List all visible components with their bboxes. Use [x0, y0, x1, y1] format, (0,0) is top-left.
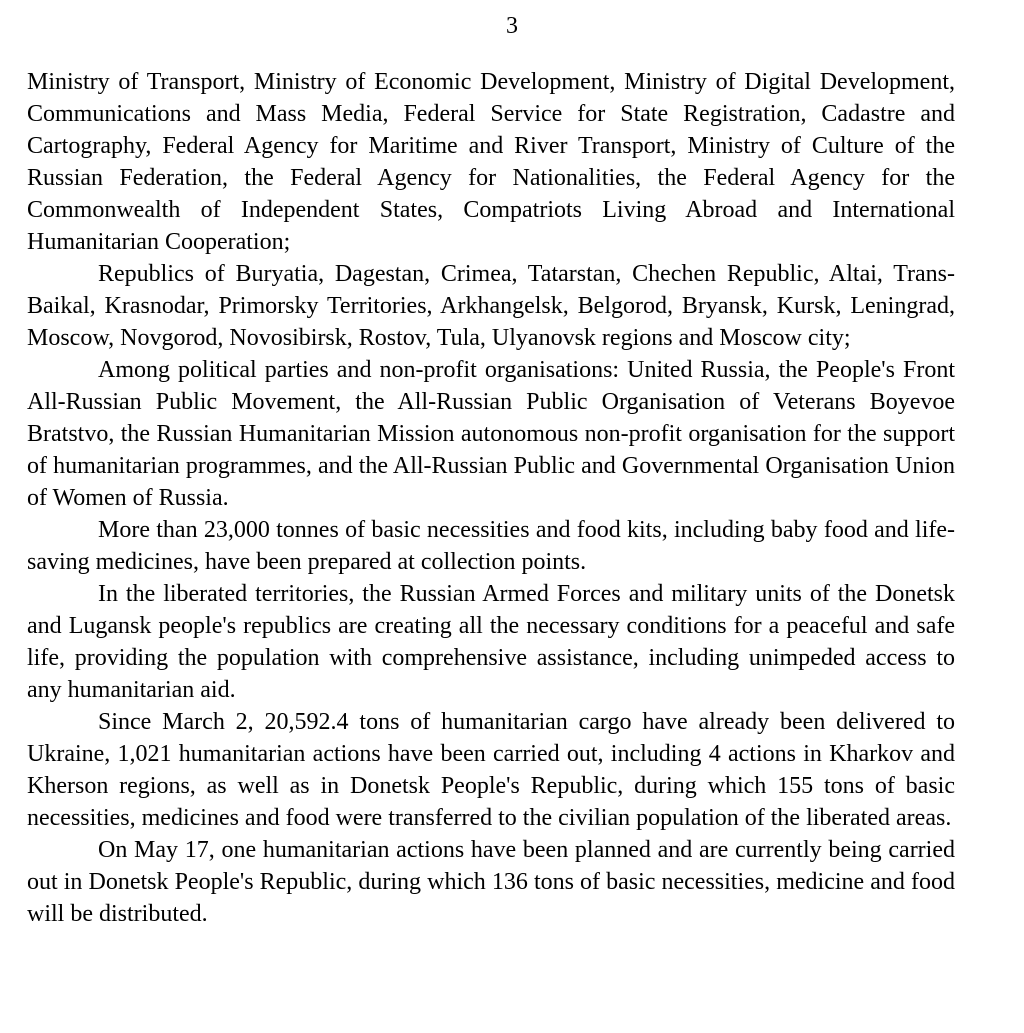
paragraph-ministries: Ministry of Transport, Ministry of Economic Development, Ministry of Digital Development, Communications and Mass Media, Federal Service for State Registration, Cadastre and Cartography, Federal Agency for Maritime and River Transport, Ministry of Culture of the Russian Federation, the Federal Agency for Nationalities, the Federal Agency for the Commonwealth of Independent States, Compatriots Living Abroad and International Humanitarian Cooperation;: [27, 69, 955, 255]
paragraph-collection-points: More than 23,000 tonnes of basic necessities and food kits, including baby food and life-saving medicines, have been prepared at collection points.: [27, 517, 955, 575]
paragraph-organisations: Among political parties and non-profit organisations: United Russia, the People's Front All-Russian Public Movement, the All-Russian Public Organisation of Veterans Boyevoe Bratstvo, the Russian Humanitarian Mission autonomous non-profit organisation for the support of humanitarian programmes, and the All-Russian Public and Governmental Organisation Union of Women of Russia.: [27, 357, 955, 511]
document-body: [27, 66, 955, 930]
page-number: 3: [506, 13, 518, 39]
paragraph-liberated-territories: In the liberated territories, the Russian Armed Forces and military units of the Donetsk and Lugansk people's republics are creating all the necessary conditions for a peaceful and safe life, providing the population with comprehensive assistance, including unimpeded access to any humanitarian aid.: [27, 581, 955, 703]
paragraph-regions: Republics of Buryatia, Dagestan, Crimea, Tatarstan, Chechen Republic, Altai, Trans-Baikal, Krasnodar, Primorsky Territories, Arkhangelsk, Belgorod, Bryansk, Kursk, Leningrad, Moscow, Novgorod, Novosibirsk, Rostov, Tula, Ulyanovsk regions and Moscow city;: [27, 261, 955, 351]
paragraph-may-17: On May 17, one humanitarian actions have been planned and are currently being carried out in Donetsk People's Republic, during which 136 tons of basic necessities, medicine and food will be distributed.: [27, 837, 955, 927]
paragraph-cargo-delivered: Since March 2, 20,592.4 tons of humanitarian cargo have already been delivered to Ukraine, 1,021 humanitarian actions have been carried out, including 4 actions in Kharkov and Kherson regions, as well as in Donetsk People's Republic, during which 155 tons of basic necessities, medicines and food were transferred to the civilian population of the liberated areas.: [27, 709, 955, 831]
